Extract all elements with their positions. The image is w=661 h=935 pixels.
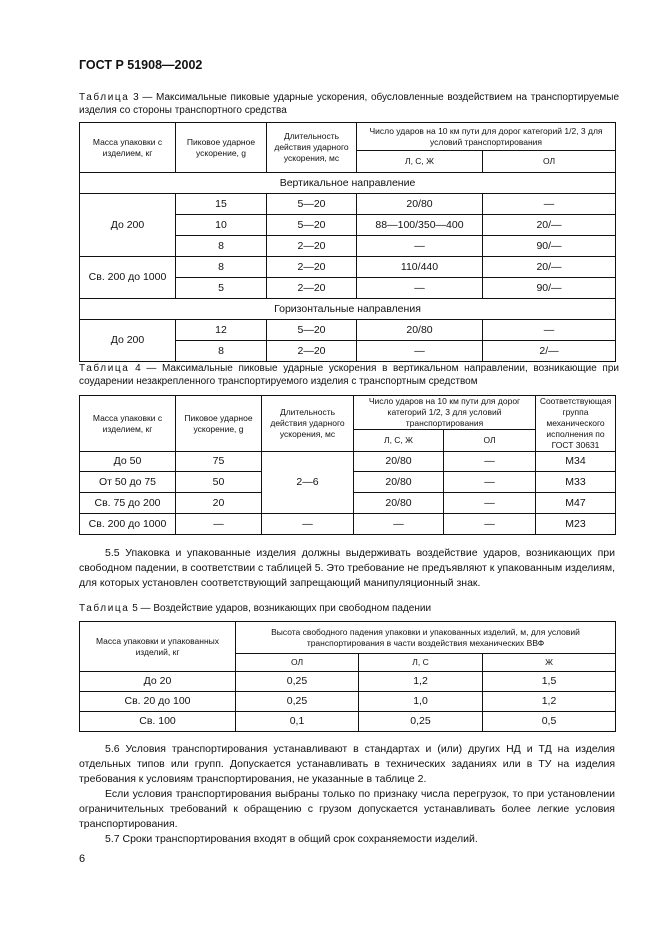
t4-header-duration: Длительность действия ударного ускорения, мс xyxy=(262,396,354,452)
table-cell: — xyxy=(354,514,444,535)
table3-caption xyxy=(79,91,619,117)
table-cell: М34 xyxy=(536,452,616,472)
t5-header-ol: ОЛ xyxy=(236,654,359,672)
table-cell: 10 xyxy=(176,215,267,236)
table-cell: 20/80 xyxy=(354,472,444,493)
table-cell: — xyxy=(357,278,483,299)
t4-header-peak: Пиковое ударное ускорение, g xyxy=(176,396,262,452)
table-cell: 2—20 xyxy=(267,236,357,257)
table-cell: М47 xyxy=(536,493,616,514)
paragraph-5-5 xyxy=(79,546,615,591)
table-cell: 2—20 xyxy=(267,257,357,278)
table-cell: М23 xyxy=(536,514,616,535)
table-cell: Св. 200 до 1000 xyxy=(80,257,176,299)
table-cell: 20/— xyxy=(483,257,616,278)
t3-header-peak: Пиковое ударное ускорение, g xyxy=(176,123,267,173)
table-cell: 90/— xyxy=(483,236,616,257)
table-cell: 20/80 xyxy=(354,452,444,472)
t3-header-lsz: Л, С, Ж xyxy=(357,151,483,173)
table-cell: До 200 xyxy=(80,194,176,257)
table-cell: — xyxy=(444,452,536,472)
t3-header-ol: ОЛ xyxy=(483,151,616,173)
t3-header-count: Число ударов на 10 км пути для дорог категорий 1/2, 3 для условий транспортирования xyxy=(357,123,616,151)
table-cell: 88—100/350—400 xyxy=(357,215,483,236)
table-cell: М33 xyxy=(536,472,616,493)
table5 xyxy=(79,621,616,732)
table-cell: 20 xyxy=(176,493,262,514)
table-cell: — xyxy=(444,493,536,514)
document-header: ГОСТ Р 51908—2002 xyxy=(79,58,203,72)
table-cell: 5—20 xyxy=(267,215,357,236)
page-number: 6 xyxy=(79,853,86,865)
table4-caption xyxy=(79,362,619,388)
t4-header-group: Соответствующая группа механического исполнения по ГОСТ 30631 xyxy=(536,396,616,452)
table-cell: 5—20 xyxy=(267,194,357,215)
t3-header-duration: Длительность действия ударного ускорения, мс xyxy=(267,123,357,173)
paragraph-5-5-text: 5.5 Упаковка и упакованные изделия должны выдерживать воздействие ударов, возникающих при свободном падении, в соответствии с таблицей 5. Это требование не предъявляют к упакованным изделиям, для которых установлен соответствующий запрещающий манипуляционный знак. xyxy=(79,547,615,589)
table-cell: 0,25 xyxy=(236,672,359,692)
table-cell: 8 xyxy=(176,236,267,257)
paragraph-5-6-continued: Если условия транспортирования выбраны только по признаку числа перегрузок, то при установлении ограничительных требований к обращению с грузом допускается устанавливать более легкие условия транспортирования. xyxy=(79,788,615,830)
t5-header-ls: Л, С xyxy=(359,654,483,672)
table4-label: Таблица xyxy=(79,363,130,374)
table-cell: — xyxy=(357,341,483,362)
t5-header-mass: Масса упаковки и упакованных изделий, кг xyxy=(80,622,236,672)
t3-section-vertical: Вертикальное направление xyxy=(80,173,616,194)
table-cell: 15 xyxy=(176,194,267,215)
table-cell: Св. 20 до 100 xyxy=(80,692,236,712)
table-cell: 8 xyxy=(176,341,267,362)
table-cell: 1,0 xyxy=(359,692,483,712)
t3-section-horizontal: Горизонтальные направления xyxy=(80,299,616,320)
paragraph-5-7: 5.7 Сроки транспортирования входят в общий срок сохраняемости изделий. xyxy=(105,833,478,845)
table-cell: 0,25 xyxy=(359,712,483,732)
table5-caption-text: 5 — Воздействие ударов, возникающих при свободном падении xyxy=(132,603,432,614)
table-cell: 1,5 xyxy=(483,672,616,692)
table3 xyxy=(79,122,616,362)
table3-caption-text: 3 — Максимальные пиковые ударные ускорения, обусловленные воздействием на транспортируемые изделия со стороны транспортного средства xyxy=(79,92,619,116)
table-cell: — xyxy=(357,236,483,257)
table-cell: 2—20 xyxy=(267,341,357,362)
t5-header-height: Высота свободного падения упаковки и упакованных изделий, м, для условий транспортирования в части воздействия механических ВВФ xyxy=(236,622,616,654)
t4-header-ol: ОЛ xyxy=(444,430,536,452)
table-cell: Св. 100 xyxy=(80,712,236,732)
table-cell: 50 xyxy=(176,472,262,493)
table4-caption-text: 4 — Максимальные пиковые ударные ускорения в вертикальном направлении, возникающие при соударении незакрепленного транспортируемого изделия с транспортным средством xyxy=(79,363,619,387)
table-cell: Св. 200 до 1000 xyxy=(80,514,176,535)
table-cell: 0,25 xyxy=(236,692,359,712)
t3-header-mass: Масса упаковки с изделием, кг xyxy=(80,123,176,173)
table-cell: — xyxy=(444,514,536,535)
table-cell: 110/440 xyxy=(357,257,483,278)
table-cell: 0,5 xyxy=(483,712,616,732)
table-cell: 8 xyxy=(176,257,267,278)
t4-header-count: Число ударов на 10 км пути для дорог категорий 1/2, 3 для условий транспортирования xyxy=(354,396,536,430)
paragraph-5-6: 5.6 Условия транспортирования устанавливают в стандартах и (или) других НД и ТД на изделия отдельных типов или групп. Допускается устанавливать в технических заданиях или в ТУ на изделия требования к условиям транспортирования, не указанные в таблице 2. xyxy=(79,743,615,785)
table3-label: Таблица xyxy=(79,92,130,103)
table-cell: Св. 75 до 200 xyxy=(80,493,176,514)
table-cell: — xyxy=(483,320,616,341)
t4-header-mass: Масса упаковки с изделием, кг xyxy=(80,396,176,452)
table-cell: 1,2 xyxy=(483,692,616,712)
t4-header-lsz: Л, С, Ж xyxy=(354,430,444,452)
table-cell: От 50 до 75 xyxy=(80,472,176,493)
paragraphs-5-6-5-7 xyxy=(79,742,615,847)
table-cell: 20/80 xyxy=(354,493,444,514)
table-cell: — xyxy=(444,472,536,493)
table-cell: — xyxy=(262,514,354,535)
table-cell: 12 xyxy=(176,320,267,341)
table-cell: До 50 xyxy=(80,452,176,472)
table-cell: — xyxy=(176,514,262,535)
table-cell: 2/— xyxy=(483,341,616,362)
t5-header-zh: Ж xyxy=(483,654,616,672)
t4-merged-duration: 2—6 xyxy=(262,452,354,514)
table4 xyxy=(79,395,616,535)
table5-caption xyxy=(79,602,619,615)
table-cell: До 200 xyxy=(80,320,176,362)
table5-label: Таблица xyxy=(79,603,130,614)
table-cell: — xyxy=(483,194,616,215)
table-cell: 75 xyxy=(176,452,262,472)
table-cell: 5—20 xyxy=(267,320,357,341)
table-cell: 90/— xyxy=(483,278,616,299)
table-cell: 20/80 xyxy=(357,320,483,341)
table-cell: До 20 xyxy=(80,672,236,692)
table-cell: 1,2 xyxy=(359,672,483,692)
table-cell: 2—20 xyxy=(267,278,357,299)
table-cell: 20/80 xyxy=(357,194,483,215)
table-cell: 5 xyxy=(176,278,267,299)
table-cell: 0,1 xyxy=(236,712,359,732)
table-cell: 20/— xyxy=(483,215,616,236)
